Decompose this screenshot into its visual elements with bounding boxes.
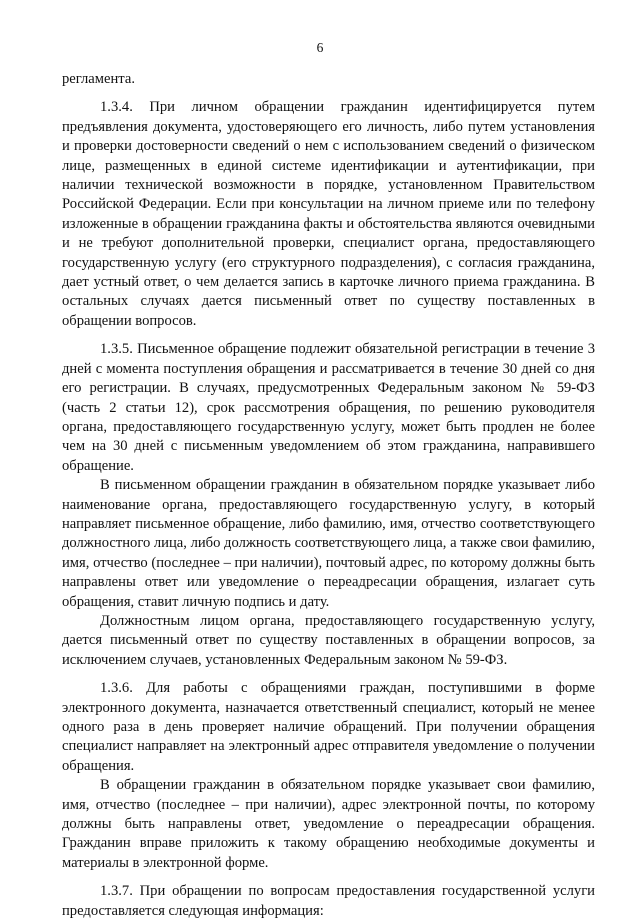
paragraph-written-request-requirements: В письменном обращении гражданин в обязательном порядке указывает либо наименование органа, предоставляющего государственную услугу, в который направляет письменное обращение, либо фамилию, имя, отчество соответствующего должностного лица, либо должность соответствующего лица, а также свои фамилию, имя, отчество (последнее – при наличии), почтовый адрес, по которому должны быть направлены ответ или уведомление о переадресации обращения, излагает суть обращения, ставит личную подпись и дату. bbox=[62, 477, 595, 610]
paragraph-1-3-5: 1.3.5. Письменное обращение подлежит обязательной регистрации в течение 3 дней с момента поступления обращения и рассматривается в течение 30 дней со дня его регистрации. В случаях, предусмотренных Федеральным законом № 59-ФЗ (часть 2 статьи 12), срок рассмотрения обращения, по решению руководителя органа, предоставляющего государственную услугу, может быть продлен не более чем на 30 дней с письменным уведомлением об этом гражданина, направившего обращение. bbox=[62, 341, 595, 474]
paragraph-written-answer: Должностным лицом органа, предоставляющего государственную услугу, дается письменный ответ по существу поставленных в обращении вопросов, за исключением случаев, установленных Федеральным законом № 59-ФЗ. bbox=[62, 612, 595, 668]
page-number: 6 bbox=[316, 40, 324, 55]
paragraph-1-3-7: 1.3.7. При обращении по вопросам предоставления государственной услуги предоставляется следующая информация: bbox=[62, 883, 595, 919]
paragraph-continuation: регламента. bbox=[62, 71, 135, 87]
paragraph-1-3-6: 1.3.6. Для работы с обращениями граждан, поступившими в форме электронного документа, назначается ответственный специалист, который не менее одного раза в день проверяет наличие обращений. При получении обращения специалист направляет на электронный адрес отправителя уведомление о получении обращения. bbox=[62, 680, 595, 774]
paragraph-1-3-4: 1.3.4. При личном обращении гражданин идентифицируется путем предъявления документа, удостоверяющего его личность, либо путем установления и проверки достоверности сведений о нем с использованием сведений о физическом лице, размещенных в единой системе идентификации и аутентификации, при наличии технической возможности в порядке, установленном Правительством Российской Федерации. Если при консультации на личном приеме или по телефону изложенные в обращении гражданина факты и обстоятельства являются очевидными и не требуют дополнительной проверки, специалист органа, предоставляющего государственную услугу (его структурного подразделения), с согласия гражданина, дает устный ответ, о чем делается запись в карточке личного приема гражданина. В остальных случаях дается письменный ответ по существу поставленных в обращении вопросов. bbox=[62, 99, 595, 329]
document-body bbox=[62, 70, 595, 921]
paragraph-electronic-request-requirements: В обращении гражданин в обязательном порядке указывает свои фамилию, имя, отчество (последнее – при наличии), адрес электронной почты, по которому должны быть направлены ответ, уведомление о переадресации обращения. Гражданин вправе приложить к такому обращению необходимые документы и материалы в электронной форме. bbox=[62, 777, 595, 871]
